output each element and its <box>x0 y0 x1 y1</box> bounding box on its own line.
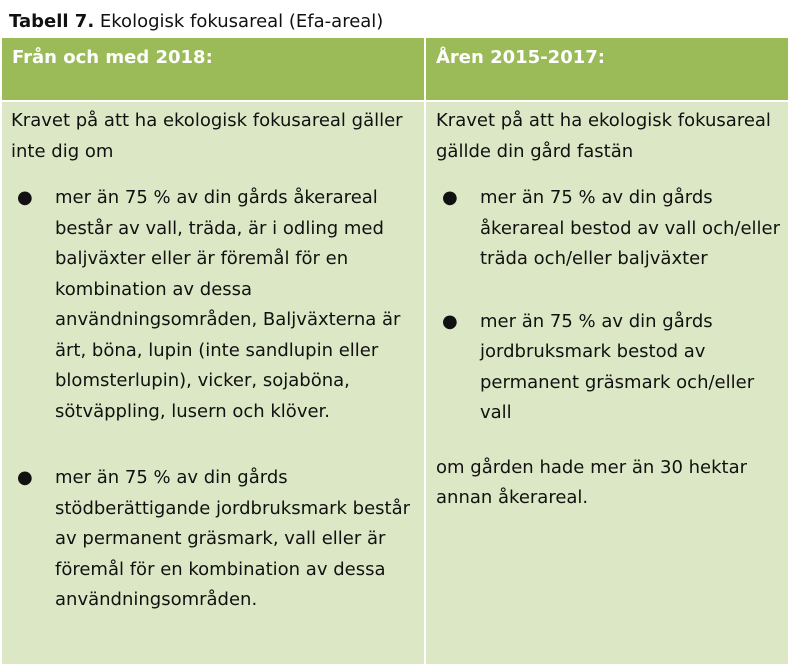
list-item-text: mer än 75 % av din gårds stödberättigande jordbruksmark består av permanent gräsmark, vall eller är föremål för en kombination av dessa användningsområden. <box>55 467 411 610</box>
list-item-text: mer än 75 % av din gårds åkerareal består av vall, träda, är i odling med baljväxter eller är föremål för en kombination av dessa användningsområden, Baljväxterna är ärt, böna, lupin (inte sandlupin eller blomsterlupin), vicker, sojaböna, sötväppling, lusern och klöver. <box>55 187 401 422</box>
list-item-text: mer än 75 % av din gårds åkerareal bestod av vall och/eller träda och/eller baljväxter <box>480 187 780 269</box>
efa-table <box>2 38 790 664</box>
bullet-list <box>436 183 780 429</box>
list-item-text: mer än 75 % av din gårds jordbruksmark bestod av permanent gräsmark och/eller vall <box>480 310 755 423</box>
intro-text: Kravet på att ha ekologisk fokusareal gäller inte dig om <box>11 110 403 162</box>
bullet-list <box>11 183 416 616</box>
cell-2015-2017 <box>426 100 790 664</box>
cell-from-2018 <box>2 100 426 664</box>
list-item <box>11 463 416 616</box>
caption-title: Ekologisk fokusareal (Efa-areal) <box>99 11 384 32</box>
bullet-icon: ● <box>442 310 458 332</box>
column-header-2015-2017: Åren 2015-2017: <box>426 38 790 100</box>
list-item <box>436 307 780 429</box>
list-item <box>436 183 780 275</box>
list-item <box>11 183 416 427</box>
bullet-icon: ● <box>17 467 33 488</box>
bullet-icon: ● <box>17 187 33 208</box>
table-caption <box>9 10 383 34</box>
bullet-icon: ● <box>442 187 458 208</box>
intro-text: Kravet på att ha ekologisk fokusareal gällde din gård fastän <box>436 110 771 162</box>
column-header-from-2018: Från och med 2018: <box>2 38 426 100</box>
caption-label: Tabell 7. <box>9 11 95 32</box>
outro-text: om gården hade mer än 30 hektar annan åkerareal. <box>436 456 748 508</box>
